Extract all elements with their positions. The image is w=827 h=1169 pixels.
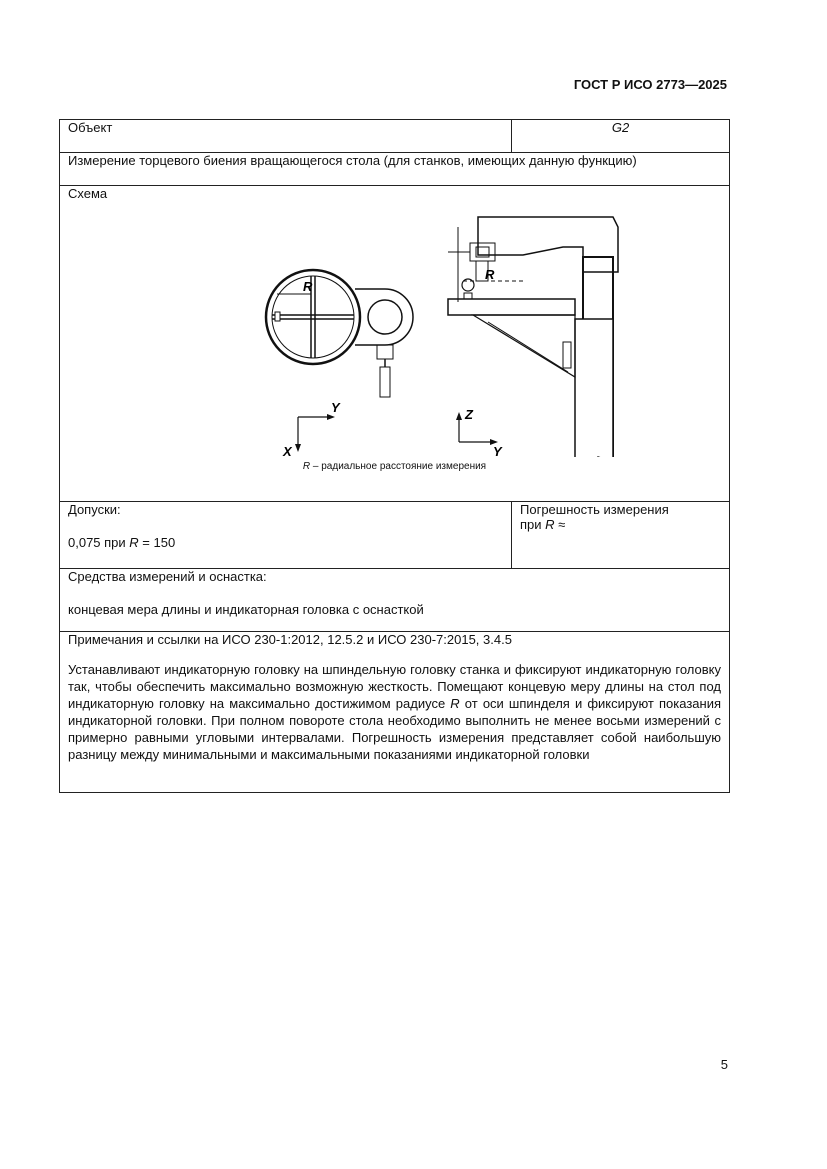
tolerance-variable: R bbox=[129, 535, 139, 550]
side-view-machine bbox=[448, 217, 618, 457]
caption-variable: R bbox=[302, 461, 311, 472]
tolerance-row bbox=[60, 502, 730, 569]
error-line1: Погрешность измерения bbox=[520, 502, 669, 517]
indicator-clamp bbox=[377, 345, 393, 359]
r-label-left: R bbox=[303, 279, 313, 294]
axes-left bbox=[295, 414, 335, 452]
table-inner-circle bbox=[272, 276, 354, 358]
spindle-head bbox=[478, 217, 618, 272]
object-label: Объект bbox=[60, 120, 512, 153]
side-indicator bbox=[462, 279, 474, 291]
error-variable: R bbox=[545, 517, 555, 532]
measurement-table bbox=[59, 119, 730, 793]
tools-cell bbox=[60, 569, 730, 632]
scheme-cell bbox=[60, 186, 730, 502]
error-line2 bbox=[520, 517, 721, 532]
tolerance-value bbox=[68, 535, 503, 550]
axis-y-left: Y bbox=[331, 400, 340, 415]
indicator-holder bbox=[355, 289, 413, 345]
scheme-row bbox=[60, 186, 730, 502]
top-view-table bbox=[263, 270, 413, 397]
column-carriage bbox=[575, 319, 613, 457]
side-gauge-block bbox=[464, 293, 472, 299]
error-cell bbox=[512, 502, 730, 569]
side-table bbox=[448, 299, 575, 315]
gauge-block-top bbox=[275, 312, 280, 321]
object-code: G2 bbox=[512, 120, 730, 153]
notes-variable: R bbox=[450, 696, 460, 711]
title-row bbox=[60, 153, 730, 186]
notes-paragraph bbox=[68, 661, 721, 763]
caption-text: – радиальное расстояние измерения bbox=[310, 461, 487, 472]
spindle-housing bbox=[470, 243, 495, 261]
r-label-right: R bbox=[485, 267, 495, 282]
axis-z-right: Z bbox=[465, 407, 473, 422]
tools-label: Средства измерений и оснастка: bbox=[68, 569, 267, 584]
error-prefix: при bbox=[520, 517, 546, 532]
notes-label: Примечания и ссылки на ИСО 230-1:2012, 12.5.2 и ИСО 230-7:2015, 3.4.5 bbox=[68, 632, 512, 647]
axis-x-left: X bbox=[283, 444, 292, 457]
tolerance-cell bbox=[60, 502, 512, 569]
test-title: Измерение торцевого биения вращающегося стола (для станков, имеющих данную функцию) bbox=[60, 153, 730, 186]
notes-text-2: от оси шпинделя и фиксируют показания индикаторной головки. При полном повороте стола необходимо выполнить не менее восьми измерений с примерно равными угловыми интервалами. Погрешность измерения представляет собой наибольшую разницу между минимальными и максимальными показаниями индикаторной головки bbox=[68, 696, 721, 762]
indicator-rod bbox=[380, 367, 390, 397]
page-number: 5 bbox=[720, 1057, 728, 1072]
axis-y-right: Y bbox=[493, 444, 502, 457]
tools-row bbox=[60, 569, 730, 632]
notes-cell bbox=[60, 632, 730, 793]
error-suffix: ≈ bbox=[554, 517, 566, 532]
tools-value: концевая мера длины и индикаторная головка с оснасткой bbox=[68, 602, 424, 617]
scheme-caption bbox=[68, 461, 721, 472]
document-header: ГОСТ Р ИСО 2773—2025 bbox=[573, 77, 727, 92]
table-support bbox=[473, 315, 575, 377]
notes-row bbox=[60, 632, 730, 793]
scheme-drawing bbox=[263, 207, 633, 457]
object-row bbox=[60, 120, 730, 153]
scheme-label: Схема bbox=[68, 186, 108, 201]
axes-right bbox=[456, 412, 498, 445]
indicator-dial bbox=[368, 300, 402, 334]
carriage-clamp bbox=[563, 342, 571, 368]
notes-text-1: Устанавливают индикаторную головку на шпиндельную головку станка и фиксируют индикаторную головку так, чтобы обеспечить максимально возможную жесткость. Помещают концевую меру длины на стол под индикаторную головку на максимально достижимом радиусе bbox=[68, 662, 721, 711]
tolerance-suffix: = 150 bbox=[138, 535, 176, 550]
tolerance-prefix: 0,075 при bbox=[68, 535, 130, 550]
tolerance-label: Допуски: bbox=[68, 502, 121, 517]
